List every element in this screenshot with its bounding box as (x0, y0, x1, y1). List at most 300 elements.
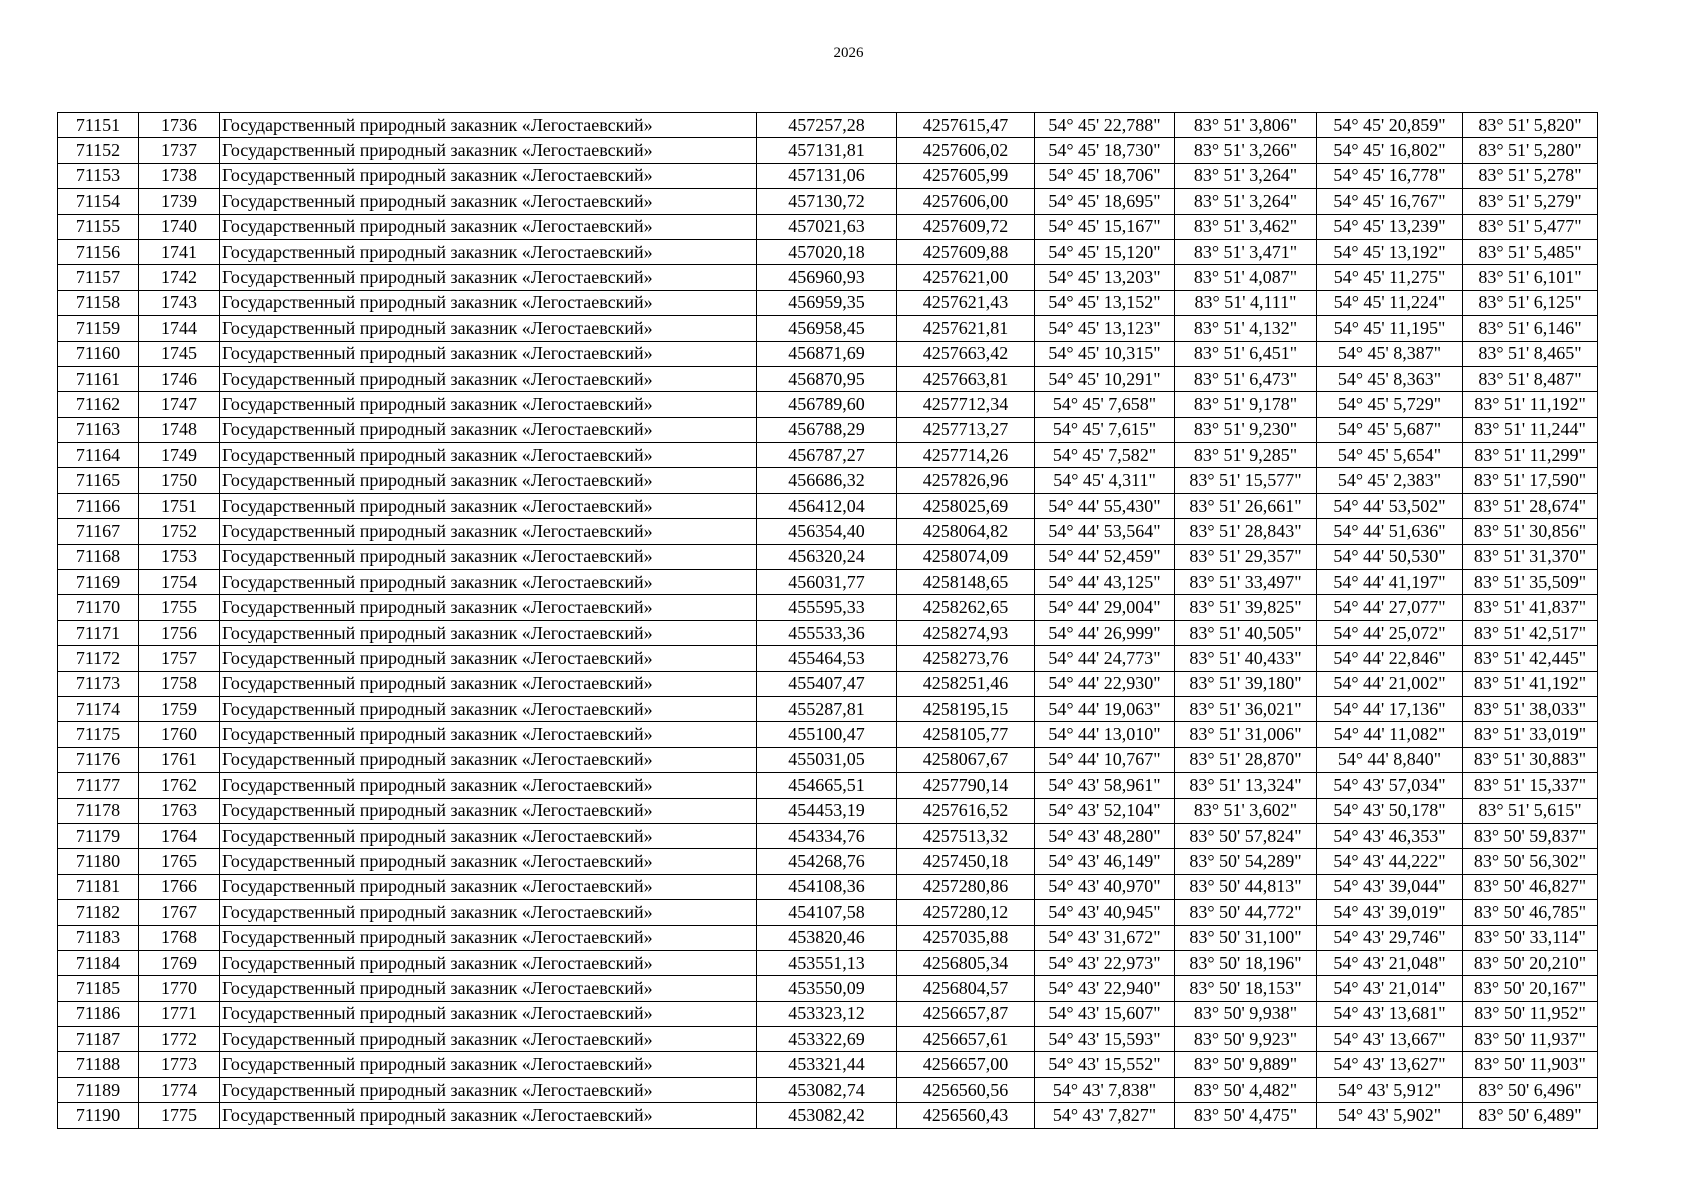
row-number-cell: 71156 (58, 239, 139, 264)
point-number-cell: 1751 (139, 493, 220, 518)
latitude-1-cell: 54° 43' 58,961" (1035, 773, 1175, 798)
latitude-1-cell: 54° 44' 13,010" (1035, 722, 1175, 747)
row-number-cell: 71178 (58, 798, 139, 823)
row-number-cell: 71153 (58, 163, 139, 188)
longitude-1-cell: 83° 50' 18,196" (1175, 950, 1317, 975)
latitude-1-cell: 54° 45' 10,315" (1035, 341, 1175, 366)
latitude-1-cell: 54° 45' 4,311" (1035, 468, 1175, 493)
table-row (58, 113, 1598, 138)
latitude-2-cell: 54° 43' 44,222" (1317, 849, 1463, 874)
coord-x-cell: 455533,36 (757, 620, 897, 645)
table-row (58, 1077, 1598, 1102)
longitude-1-cell: 83° 51' 33,497" (1175, 570, 1317, 595)
table-row (58, 1001, 1598, 1026)
coordinates-table (57, 112, 1598, 1129)
longitude-2-cell: 83° 50' 11,952" (1463, 1001, 1598, 1026)
row-number-cell: 71184 (58, 950, 139, 975)
row-number-cell: 71154 (58, 189, 139, 214)
longitude-1-cell: 83° 51' 3,806" (1175, 113, 1317, 138)
coord-y-cell: 4258274,93 (897, 620, 1035, 645)
longitude-2-cell: 83° 51' 8,465" (1463, 341, 1598, 366)
longitude-1-cell: 83° 51' 3,462" (1175, 214, 1317, 239)
latitude-2-cell: 54° 43' 21,048" (1317, 950, 1463, 975)
coord-y-cell: 4257280,86 (897, 874, 1035, 899)
object-name-cell: Государственный природный заказник «Легостаевский» (220, 696, 757, 721)
longitude-2-cell: 83° 51' 35,509" (1463, 570, 1598, 595)
longitude-1-cell: 83° 51' 6,451" (1175, 341, 1317, 366)
longitude-1-cell: 83° 50' 4,475" (1175, 1103, 1317, 1128)
coord-x-cell: 453322,69 (757, 1027, 897, 1052)
row-number-cell: 71152 (58, 138, 139, 163)
object-name-cell: Государственный природный заказник «Легостаевский» (220, 950, 757, 975)
coord-x-cell: 453550,09 (757, 976, 897, 1001)
latitude-1-cell: 54° 43' 15,552" (1035, 1052, 1175, 1077)
table-row (58, 366, 1598, 391)
coord-x-cell: 457131,81 (757, 138, 897, 163)
coord-x-cell: 453323,12 (757, 1001, 897, 1026)
row-number-cell: 71164 (58, 443, 139, 468)
object-name-cell: Государственный природный заказник «Легостаевский» (220, 239, 757, 264)
object-name-cell: Государственный природный заказник «Легостаевский» (220, 1027, 757, 1052)
row-number-cell: 71177 (58, 773, 139, 798)
longitude-1-cell: 83° 51' 26,661" (1175, 493, 1317, 518)
longitude-2-cell: 83° 51' 33,019" (1463, 722, 1598, 747)
point-number-cell: 1771 (139, 1001, 220, 1026)
object-name-cell: Государственный природный заказник «Легостаевский» (220, 773, 757, 798)
longitude-1-cell: 83° 51' 4,111" (1175, 290, 1317, 315)
object-name-cell: Государственный природный заказник «Легостаевский» (220, 392, 757, 417)
coord-y-cell: 4257280,12 (897, 900, 1035, 925)
coord-x-cell: 457131,06 (757, 163, 897, 188)
latitude-2-cell: 54° 45' 13,192" (1317, 239, 1463, 264)
longitude-2-cell: 83° 51' 38,033" (1463, 696, 1598, 721)
table-row (58, 189, 1598, 214)
latitude-2-cell: 54° 44' 25,072" (1317, 620, 1463, 645)
latitude-2-cell: 54° 43' 13,681" (1317, 1001, 1463, 1026)
row-number-cell: 71189 (58, 1077, 139, 1102)
coord-y-cell: 4257605,99 (897, 163, 1035, 188)
longitude-1-cell: 83° 50' 31,100" (1175, 925, 1317, 950)
coord-y-cell: 4257606,02 (897, 138, 1035, 163)
object-name-cell: Государственный природный заказник «Легостаевский» (220, 925, 757, 950)
coord-y-cell: 4258262,65 (897, 595, 1035, 620)
longitude-1-cell: 83° 51' 36,021" (1175, 696, 1317, 721)
latitude-2-cell: 54° 45' 2,383" (1317, 468, 1463, 493)
point-number-cell: 1752 (139, 519, 220, 544)
longitude-2-cell: 83° 50' 6,489" (1463, 1103, 1598, 1128)
row-number-cell: 71173 (58, 671, 139, 696)
object-name-cell: Государственный природный заказник «Легостаевский» (220, 1001, 757, 1026)
longitude-2-cell: 83° 51' 17,590" (1463, 468, 1598, 493)
coord-x-cell: 455464,53 (757, 646, 897, 671)
longitude-1-cell: 83° 50' 44,813" (1175, 874, 1317, 899)
table-row (58, 544, 1598, 569)
object-name-cell: Государственный природный заказник «Легостаевский» (220, 874, 757, 899)
row-number-cell: 71151 (58, 113, 139, 138)
longitude-2-cell: 83° 50' 6,496" (1463, 1077, 1598, 1102)
longitude-2-cell: 83° 51' 5,477" (1463, 214, 1598, 239)
coord-y-cell: 4257513,32 (897, 823, 1035, 848)
table-row (58, 823, 1598, 848)
row-number-cell: 71186 (58, 1001, 139, 1026)
object-name-cell: Государственный природный заказник «Легостаевский» (220, 214, 757, 239)
coord-y-cell: 4258195,15 (897, 696, 1035, 721)
coord-x-cell: 455407,47 (757, 671, 897, 696)
point-number-cell: 1736 (139, 113, 220, 138)
row-number-cell: 71162 (58, 392, 139, 417)
longitude-1-cell: 83° 50' 9,923" (1175, 1027, 1317, 1052)
coord-x-cell: 454107,58 (757, 900, 897, 925)
longitude-1-cell: 83° 51' 13,324" (1175, 773, 1317, 798)
coord-y-cell: 4257616,52 (897, 798, 1035, 823)
longitude-1-cell: 83° 50' 9,938" (1175, 1001, 1317, 1026)
coord-y-cell: 4257621,81 (897, 316, 1035, 341)
coord-x-cell: 456412,04 (757, 493, 897, 518)
coord-x-cell: 456788,29 (757, 417, 897, 442)
longitude-1-cell: 83° 51' 4,087" (1175, 265, 1317, 290)
longitude-1-cell: 83° 51' 39,180" (1175, 671, 1317, 696)
object-name-cell: Государственный природный заказник «Легостаевский» (220, 722, 757, 747)
row-number-cell: 71155 (58, 214, 139, 239)
point-number-cell: 1750 (139, 468, 220, 493)
longitude-1-cell: 83° 50' 18,153" (1175, 976, 1317, 1001)
latitude-2-cell: 54° 44' 27,077" (1317, 595, 1463, 620)
object-name-cell: Государственный природный заказник «Легостаевский» (220, 189, 757, 214)
coord-y-cell: 4256657,87 (897, 1001, 1035, 1026)
object-name-cell: Государственный природный заказник «Легостаевский» (220, 823, 757, 848)
latitude-2-cell: 54° 44' 17,136" (1317, 696, 1463, 721)
coord-x-cell: 454334,76 (757, 823, 897, 848)
table-row (58, 493, 1598, 518)
latitude-2-cell: 54° 43' 39,019" (1317, 900, 1463, 925)
longitude-1-cell: 83° 51' 9,230" (1175, 417, 1317, 442)
point-number-cell: 1754 (139, 570, 220, 595)
coord-x-cell: 455595,33 (757, 595, 897, 620)
point-number-cell: 1743 (139, 290, 220, 315)
object-name-cell: Государственный природный заказник «Легостаевский» (220, 290, 757, 315)
longitude-1-cell: 83° 51' 40,433" (1175, 646, 1317, 671)
coord-x-cell: 456870,95 (757, 366, 897, 391)
point-number-cell: 1744 (139, 316, 220, 341)
table-row (58, 417, 1598, 442)
coord-x-cell: 456789,60 (757, 392, 897, 417)
row-number-cell: 71161 (58, 366, 139, 391)
latitude-2-cell: 54° 43' 57,034" (1317, 773, 1463, 798)
latitude-1-cell: 54° 43' 48,280" (1035, 823, 1175, 848)
longitude-1-cell: 83° 51' 9,285" (1175, 443, 1317, 468)
table-row (58, 316, 1598, 341)
coord-x-cell: 456960,93 (757, 265, 897, 290)
latitude-1-cell: 54° 44' 55,430" (1035, 493, 1175, 518)
object-name-cell: Государственный природный заказник «Легостаевский» (220, 900, 757, 925)
longitude-1-cell: 83° 51' 31,006" (1175, 722, 1317, 747)
object-name-cell: Государственный природный заказник «Легостаевский» (220, 620, 757, 645)
table-row (58, 1052, 1598, 1077)
latitude-1-cell: 54° 45' 18,730" (1035, 138, 1175, 163)
longitude-1-cell: 83° 51' 28,843" (1175, 519, 1317, 544)
coord-x-cell: 453321,44 (757, 1052, 897, 1077)
latitude-2-cell: 54° 45' 11,275" (1317, 265, 1463, 290)
object-name-cell: Государственный природный заказник «Легостаевский» (220, 138, 757, 163)
coord-x-cell: 456320,24 (757, 544, 897, 569)
table-row (58, 214, 1598, 239)
row-number-cell: 71169 (58, 570, 139, 595)
latitude-1-cell: 54° 44' 52,459" (1035, 544, 1175, 569)
coord-x-cell: 456354,40 (757, 519, 897, 544)
coord-x-cell: 456958,45 (757, 316, 897, 341)
latitude-2-cell: 54° 45' 8,387" (1317, 341, 1463, 366)
row-number-cell: 71157 (58, 265, 139, 290)
object-name-cell: Государственный природный заказник «Легостаевский» (220, 1077, 757, 1102)
longitude-1-cell: 83° 51' 9,178" (1175, 392, 1317, 417)
coord-x-cell: 457020,18 (757, 239, 897, 264)
longitude-2-cell: 83° 51' 6,146" (1463, 316, 1598, 341)
longitude-2-cell: 83° 50' 59,837" (1463, 823, 1598, 848)
object-name-cell: Государственный природный заказник «Легостаевский» (220, 417, 757, 442)
longitude-2-cell: 83° 51' 31,370" (1463, 544, 1598, 569)
longitude-1-cell: 83° 51' 3,264" (1175, 189, 1317, 214)
row-number-cell: 71179 (58, 823, 139, 848)
point-number-cell: 1737 (139, 138, 220, 163)
coord-y-cell: 4257713,27 (897, 417, 1035, 442)
point-number-cell: 1760 (139, 722, 220, 747)
latitude-1-cell: 54° 44' 43,125" (1035, 570, 1175, 595)
latitude-1-cell: 54° 43' 52,104" (1035, 798, 1175, 823)
point-number-cell: 1763 (139, 798, 220, 823)
object-name-cell: Государственный природный заказник «Легостаевский» (220, 747, 757, 772)
point-number-cell: 1766 (139, 874, 220, 899)
longitude-1-cell: 83° 51' 6,473" (1175, 366, 1317, 391)
latitude-2-cell: 54° 45' 5,687" (1317, 417, 1463, 442)
latitude-1-cell: 54° 43' 7,827" (1035, 1103, 1175, 1128)
point-number-cell: 1772 (139, 1027, 220, 1052)
table-row (58, 1027, 1598, 1052)
coord-y-cell: 4257606,00 (897, 189, 1035, 214)
longitude-2-cell: 83° 51' 15,337" (1463, 773, 1598, 798)
coord-x-cell: 457257,28 (757, 113, 897, 138)
latitude-1-cell: 54° 44' 29,004" (1035, 595, 1175, 620)
coord-x-cell: 453820,46 (757, 925, 897, 950)
object-name-cell: Государственный природный заказник «Легостаевский» (220, 366, 757, 391)
longitude-2-cell: 83° 51' 11,192" (1463, 392, 1598, 417)
latitude-1-cell: 54° 45' 13,123" (1035, 316, 1175, 341)
coord-y-cell: 4257621,43 (897, 290, 1035, 315)
coord-y-cell: 4257663,81 (897, 366, 1035, 391)
table-body (58, 113, 1598, 1129)
longitude-1-cell: 83° 51' 40,505" (1175, 620, 1317, 645)
longitude-2-cell: 83° 51' 42,517" (1463, 620, 1598, 645)
object-name-cell: Государственный природный заказник «Легостаевский» (220, 798, 757, 823)
coord-y-cell: 4258251,46 (897, 671, 1035, 696)
table-row (58, 620, 1598, 645)
coord-y-cell: 4257035,88 (897, 925, 1035, 950)
coord-x-cell: 455287,81 (757, 696, 897, 721)
row-number-cell: 71188 (58, 1052, 139, 1077)
latitude-2-cell: 54° 44' 51,636" (1317, 519, 1463, 544)
table-row (58, 976, 1598, 1001)
coord-y-cell: 4257450,18 (897, 849, 1035, 874)
longitude-1-cell: 83° 51' 29,357" (1175, 544, 1317, 569)
latitude-1-cell: 54° 44' 10,767" (1035, 747, 1175, 772)
object-name-cell: Государственный природный заказник «Легостаевский» (220, 646, 757, 671)
row-number-cell: 71187 (58, 1027, 139, 1052)
latitude-2-cell: 54° 44' 50,530" (1317, 544, 1463, 569)
latitude-1-cell: 54° 44' 26,999" (1035, 620, 1175, 645)
coord-x-cell: 456787,27 (757, 443, 897, 468)
coord-y-cell: 4256560,43 (897, 1103, 1035, 1128)
latitude-2-cell: 54° 43' 13,627" (1317, 1052, 1463, 1077)
coord-y-cell: 4258064,82 (897, 519, 1035, 544)
coord-x-cell: 456031,77 (757, 570, 897, 595)
longitude-1-cell: 83° 51' 3,264" (1175, 163, 1317, 188)
longitude-2-cell: 83° 50' 46,785" (1463, 900, 1598, 925)
coord-x-cell: 456871,69 (757, 341, 897, 366)
point-number-cell: 1775 (139, 1103, 220, 1128)
coord-y-cell: 4257714,26 (897, 443, 1035, 468)
object-name-cell: Государственный природный заказник «Легостаевский» (220, 519, 757, 544)
latitude-2-cell: 54° 45' 16,778" (1317, 163, 1463, 188)
row-number-cell: 71190 (58, 1103, 139, 1128)
latitude-1-cell: 54° 43' 7,838" (1035, 1077, 1175, 1102)
latitude-1-cell: 54° 43' 15,593" (1035, 1027, 1175, 1052)
latitude-2-cell: 54° 44' 11,082" (1317, 722, 1463, 747)
table-row (58, 519, 1598, 544)
object-name-cell: Государственный природный заказник «Легостаевский» (220, 595, 757, 620)
coord-x-cell: 455100,47 (757, 722, 897, 747)
latitude-1-cell: 54° 43' 15,607" (1035, 1001, 1175, 1026)
latitude-1-cell: 54° 45' 7,582" (1035, 443, 1175, 468)
coord-y-cell: 4257826,96 (897, 468, 1035, 493)
latitude-2-cell: 54° 45' 16,767" (1317, 189, 1463, 214)
row-number-cell: 71172 (58, 646, 139, 671)
row-number-cell: 71183 (58, 925, 139, 950)
point-number-cell: 1768 (139, 925, 220, 950)
point-number-cell: 1745 (139, 341, 220, 366)
point-number-cell: 1742 (139, 265, 220, 290)
point-number-cell: 1753 (139, 544, 220, 569)
row-number-cell: 71163 (58, 417, 139, 442)
coord-y-cell: 4256805,34 (897, 950, 1035, 975)
point-number-cell: 1770 (139, 976, 220, 1001)
table-row (58, 925, 1598, 950)
longitude-2-cell: 83° 51' 41,837" (1463, 595, 1598, 620)
point-number-cell: 1774 (139, 1077, 220, 1102)
latitude-2-cell: 54° 45' 5,654" (1317, 443, 1463, 468)
table-row (58, 239, 1598, 264)
table-row (58, 443, 1598, 468)
table-row (58, 138, 1598, 163)
latitude-2-cell: 54° 45' 13,239" (1317, 214, 1463, 239)
object-name-cell: Государственный природный заказник «Легостаевский» (220, 493, 757, 518)
coord-y-cell: 4257615,47 (897, 113, 1035, 138)
latitude-2-cell: 54° 44' 8,840" (1317, 747, 1463, 772)
longitude-1-cell: 83° 51' 3,266" (1175, 138, 1317, 163)
point-number-cell: 1738 (139, 163, 220, 188)
object-name-cell: Государственный природный заказник «Легостаевский» (220, 443, 757, 468)
point-number-cell: 1757 (139, 646, 220, 671)
latitude-1-cell: 54° 45' 15,120" (1035, 239, 1175, 264)
object-name-cell: Государственный природный заказник «Легостаевский» (220, 113, 757, 138)
point-number-cell: 1756 (139, 620, 220, 645)
latitude-2-cell: 54° 44' 53,502" (1317, 493, 1463, 518)
coord-x-cell: 457021,63 (757, 214, 897, 239)
table-row (58, 341, 1598, 366)
longitude-2-cell: 83° 50' 11,903" (1463, 1052, 1598, 1077)
object-name-cell: Государственный природный заказник «Легостаевский» (220, 976, 757, 1001)
table-row (58, 1103, 1598, 1128)
latitude-1-cell: 54° 45' 15,167" (1035, 214, 1175, 239)
point-number-cell: 1761 (139, 747, 220, 772)
coord-y-cell: 4258273,76 (897, 646, 1035, 671)
latitude-2-cell: 54° 45' 11,224" (1317, 290, 1463, 315)
table-row (58, 468, 1598, 493)
coord-y-cell: 4256560,56 (897, 1077, 1035, 1102)
row-number-cell: 71174 (58, 696, 139, 721)
longitude-2-cell: 83° 51' 6,101" (1463, 265, 1598, 290)
latitude-2-cell: 54° 43' 5,902" (1317, 1103, 1463, 1128)
latitude-2-cell: 54° 43' 29,746" (1317, 925, 1463, 950)
row-number-cell: 71158 (58, 290, 139, 315)
point-number-cell: 1773 (139, 1052, 220, 1077)
latitude-1-cell: 54° 45' 13,152" (1035, 290, 1175, 315)
latitude-1-cell: 54° 45' 7,658" (1035, 392, 1175, 417)
latitude-2-cell: 54° 43' 39,044" (1317, 874, 1463, 899)
row-number-cell: 71168 (58, 544, 139, 569)
longitude-2-cell: 83° 51' 11,244" (1463, 417, 1598, 442)
object-name-cell: Государственный природный заказник «Легостаевский» (220, 671, 757, 696)
coord-y-cell: 4257621,00 (897, 265, 1035, 290)
row-number-cell: 71185 (58, 976, 139, 1001)
table-row (58, 696, 1598, 721)
table-row (58, 671, 1598, 696)
object-name-cell: Государственный природный заказник «Легостаевский» (220, 1052, 757, 1077)
table-row (58, 646, 1598, 671)
latitude-1-cell: 54° 45' 18,695" (1035, 189, 1175, 214)
latitude-1-cell: 54° 45' 22,788" (1035, 113, 1175, 138)
coord-y-cell: 4256657,61 (897, 1027, 1035, 1052)
point-number-cell: 1758 (139, 671, 220, 696)
object-name-cell: Государственный природный заказник «Легостаевский» (220, 1103, 757, 1128)
latitude-1-cell: 54° 44' 53,564" (1035, 519, 1175, 544)
longitude-1-cell: 83° 51' 15,577" (1175, 468, 1317, 493)
longitude-2-cell: 83° 51' 5,820" (1463, 113, 1598, 138)
row-number-cell: 71170 (58, 595, 139, 620)
object-name-cell: Государственный природный заказник «Легостаевский» (220, 316, 757, 341)
latitude-1-cell: 54° 43' 22,940" (1035, 976, 1175, 1001)
row-number-cell: 71176 (58, 747, 139, 772)
latitude-2-cell: 54° 44' 41,197" (1317, 570, 1463, 595)
row-number-cell: 71167 (58, 519, 139, 544)
table-row (58, 392, 1598, 417)
coord-x-cell: 456686,32 (757, 468, 897, 493)
point-number-cell: 1749 (139, 443, 220, 468)
coord-x-cell: 454108,36 (757, 874, 897, 899)
coord-y-cell: 4258105,77 (897, 722, 1035, 747)
longitude-2-cell: 83° 51' 8,487" (1463, 366, 1598, 391)
longitude-1-cell: 83° 50' 54,289" (1175, 849, 1317, 874)
point-number-cell: 1767 (139, 900, 220, 925)
row-number-cell: 71166 (58, 493, 139, 518)
coord-x-cell: 453082,74 (757, 1077, 897, 1102)
longitude-1-cell: 83° 50' 57,824" (1175, 823, 1317, 848)
latitude-2-cell: 54° 44' 21,002" (1317, 671, 1463, 696)
row-number-cell: 71160 (58, 341, 139, 366)
longitude-2-cell: 83° 51' 5,485" (1463, 239, 1598, 264)
longitude-2-cell: 83° 50' 11,937" (1463, 1027, 1598, 1052)
table-row (58, 874, 1598, 899)
latitude-2-cell: 54° 45' 16,802" (1317, 138, 1463, 163)
longitude-1-cell: 83° 51' 39,825" (1175, 595, 1317, 620)
